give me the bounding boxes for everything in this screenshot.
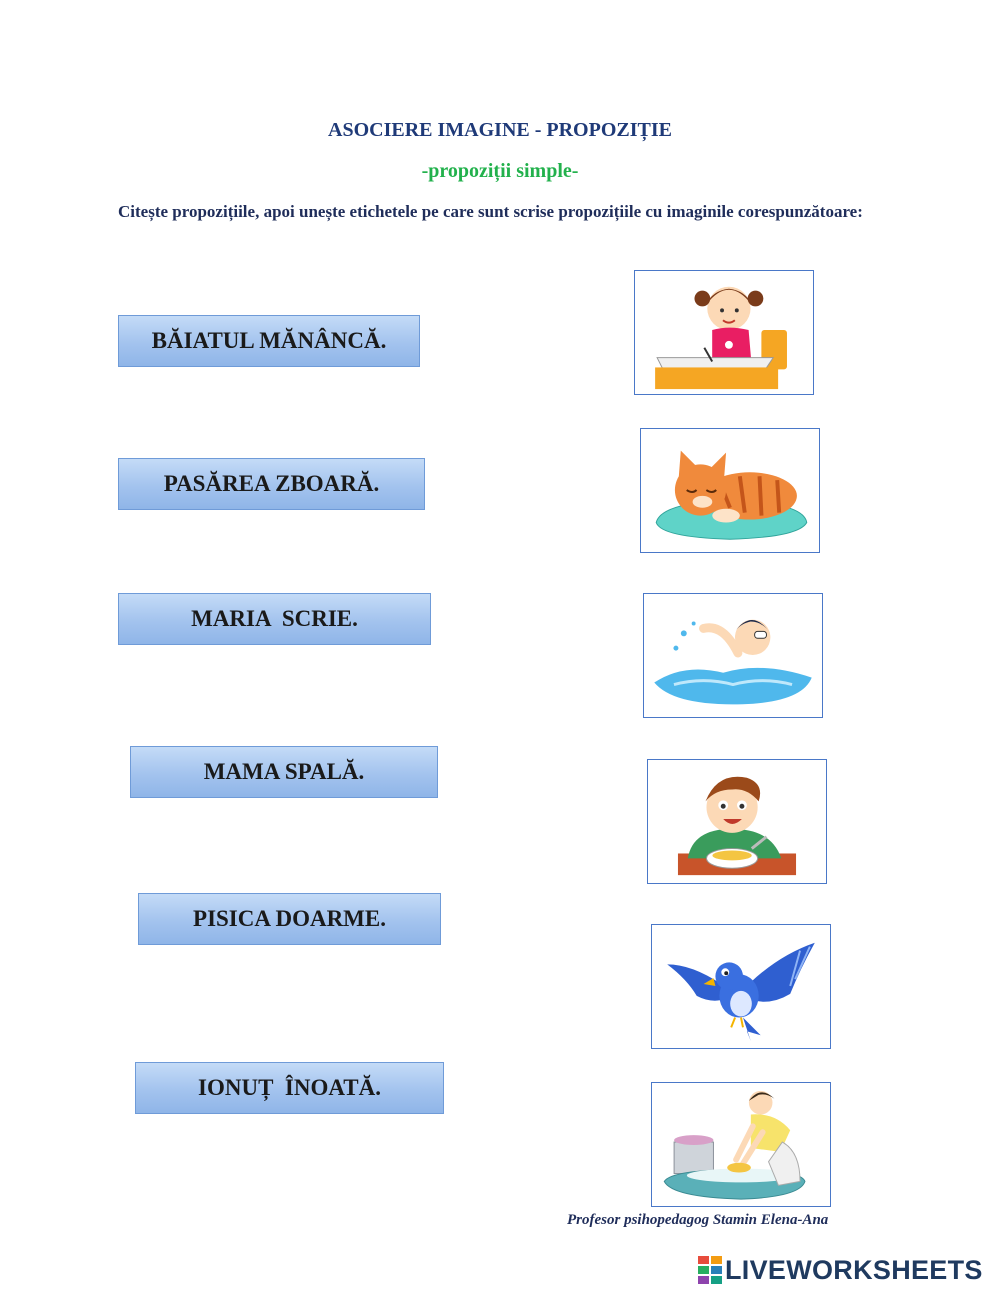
page-subtitle: -propoziții simple- bbox=[421, 160, 579, 182]
sentence-label-boy-eats[interactable]: BĂIATUL MĂNÂNCĂ. bbox=[118, 315, 420, 367]
mother-washing-image[interactable] bbox=[651, 1082, 831, 1207]
page-title: ASOCIERE IMAGINE - PROPOZIȚIE bbox=[328, 119, 672, 141]
liveworksheets-logo bbox=[698, 1254, 983, 1286]
brand-name: LIVEWORKSHEETS bbox=[725, 1254, 983, 1285]
sentence-label-cat-sleeps[interactable]: PISICA DOARME. bbox=[138, 893, 441, 945]
sentence-label-mother-washes[interactable]: MAMA SPALĂ. bbox=[130, 746, 438, 798]
boy-swimming-image[interactable] bbox=[643, 593, 823, 718]
flying-bird-image[interactable] bbox=[651, 924, 831, 1049]
sentence-label-maria-writes[interactable]: MARIA SCRIE. bbox=[118, 593, 431, 645]
girl-writing-image[interactable] bbox=[634, 270, 814, 395]
author-credit: Profesor psihopedagog Stamin Elena-Ana bbox=[567, 1212, 829, 1228]
sleeping-cat-image[interactable] bbox=[640, 428, 820, 553]
liveworksheets-icon bbox=[698, 1256, 722, 1284]
instructions-text: Citește propozițiile, apoi unește etichetele pe care sunt scrise propozițiile cu imaginile corespunzătoare: bbox=[118, 202, 863, 221]
sentence-label-bird-flies[interactable]: PASĂREA ZBOARĂ. bbox=[118, 458, 425, 510]
sentence-label-ionut-swims[interactable]: IONUȚ ÎNOATĂ. bbox=[135, 1062, 444, 1114]
boy-eating-image[interactable] bbox=[647, 759, 827, 884]
